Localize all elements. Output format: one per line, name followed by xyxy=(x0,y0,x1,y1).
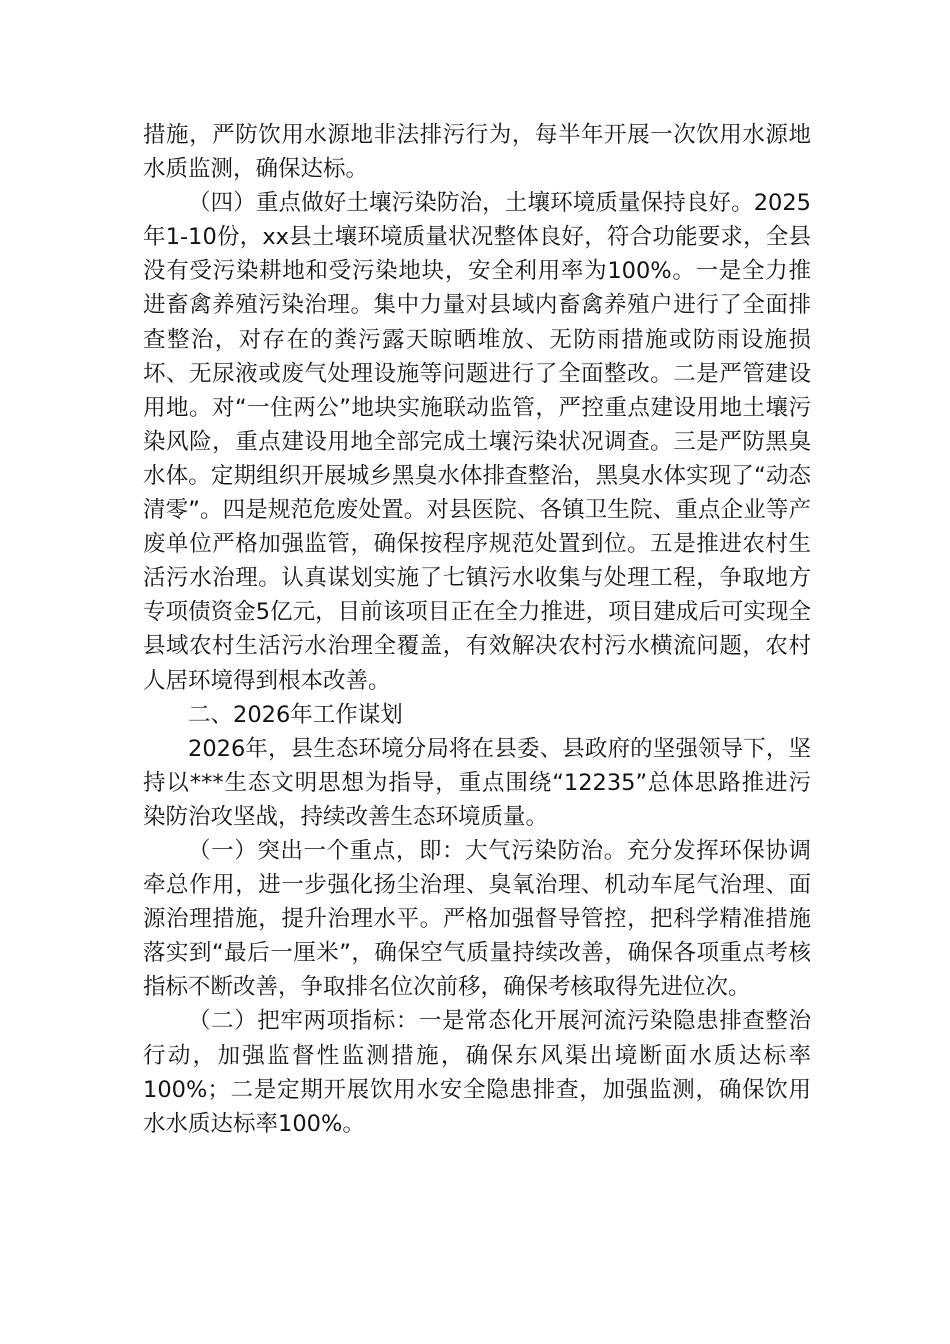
document-page xyxy=(143,118,811,1141)
section-heading-2026-plan: 二、2026年工作谋划 xyxy=(188,701,403,728)
paragraph-soil-pollution: （四）重点做好土壤污染防治，土壤环境质量保持良好。2025年1-10份，xx县土壤环境质量状况整体良好，符合功能要求，全县没有受污染耕地和受污染地块，安全利用率为100%。一是全力推进畜禽养殖污染治理。集中力量对县域内畜禽养殖户进行了全面排查整治，对存在的粪污露天晾晒堆放、无防雨措施或防雨设施损坏、无尿液或废气处理设施等问题进行了全面整改。二是严管建设用地。对“一住两公”地块实施联动监管，严控重点建设用地土壤污染风险，重点建设用地全部完成土壤污染状况调查。三是严防黑臭水体。定期组织开展城乡黑臭水体排查整治，黑臭水体实现了“动态清零”。四是规范危废处置。对县医院、各镇卫生院、重点企业等产废单位严格加强监管，确保按程序规范处置到位。五是推进农村生活污水治理。认真谋划实施了七镇污水收集与处理工程，争取地方专项债资金5亿元，目前该项目正在全力推进，项目建成后可实现全县域农村生活污水治理全覆盖，有效解决农村污水横流问题，农村人居环境得到根本改善。 xyxy=(143,190,811,694)
paragraph-key-focus: （一）突出一个重点，即：大气污染防治。充分发挥环保协调牵总作用，进一步强化扬尘治理、臭氧治理、机动车尾气治理、面源治理措施，提升治理水平。严格加强督导管控，把科学精准措施落实到“最后一厘米”，确保空气质量持续改善，确保各项重点考核指标不断改善，争取排名位次前移，确保考核取得先进位次。 xyxy=(143,837,811,1001)
paragraph-continuation: 措施，严防饮用水源地非法排污行为，每半年开展一次饮用水源地水质监测，确保达标。 xyxy=(143,122,811,183)
paragraph-2026-intro: 2026年，县生态环境分局将在县委、县政府的坚强领导下，坚持以***生态文明思想为指导，重点围绕“12235”总体思路推进污染防治攻坚战，持续改善生态环境质量。 xyxy=(143,735,811,830)
paragraph-two-indicators: （二）把牢两项指标：一是常态化开展河流污染隐患排查整治行动，加强监督性监测措施，确保东风渠出境断面水质达标率100%；二是定期开展饮用水安全隐患排查，加强监测，确保饮用水水质达标率100%。 xyxy=(143,1008,811,1137)
